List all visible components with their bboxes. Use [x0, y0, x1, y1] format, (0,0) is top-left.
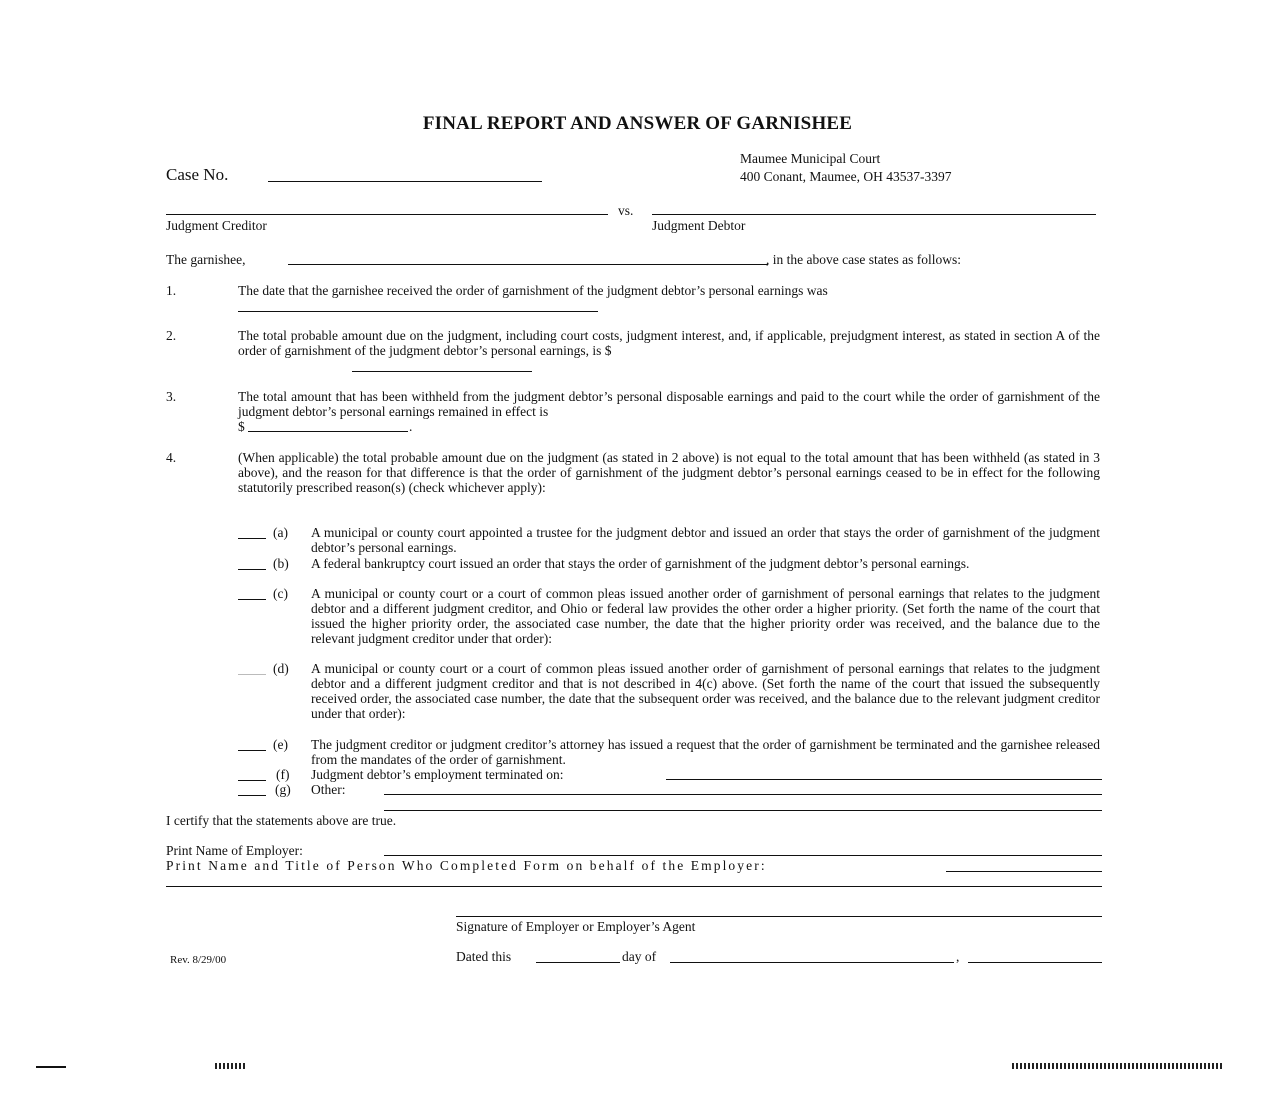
option-text: Other:: [311, 782, 346, 797]
signature-label: Signature of Employer or Employer’s Agent: [456, 919, 696, 934]
option-letter: (a): [273, 525, 288, 540]
dated-month-field[interactable]: [670, 962, 954, 963]
scan-artifact: [1012, 1063, 1224, 1069]
judgment-debtor-label: Judgment Debtor: [652, 218, 746, 233]
item-text: (When applicable) the total probable amount due on the judgment (as stated in 2 above) is not equal to the total amount that has been withheld (as stated in 3 above), and the reason for that difference is that the order of garnishment of the judgment debtor’s personal earnings ceased to be in effect for the following statutorily prescribed reason(s) (check whichever apply):: [238, 450, 1100, 495]
intro-prefix: The garnishee,: [166, 252, 246, 267]
checkbox-c[interactable]: [238, 599, 266, 600]
judgment-creditor-field[interactable]: [166, 214, 608, 215]
option-text: A municipal or county court or a court of common pleas issued another order of garnishment of personal earnings that relates to the judgment debtor and a different judgment creditor, and Ohio or federal law provides the other order a higher priority. (Set forth the name of the court that issued the higher priority order, the associated case number, the date that the higher priority order was received, and the balance due to the relevant judgment creditor under that order):: [311, 586, 1100, 646]
scan-artifact: [36, 1066, 66, 1068]
termination-date-field[interactable]: [666, 779, 1102, 780]
checkbox-g[interactable]: [238, 795, 266, 796]
option-letter: (c): [273, 586, 288, 601]
option-text: Judgment debtor’s employment terminated on:: [311, 767, 564, 782]
checkbox-e[interactable]: [238, 750, 266, 751]
revision-date: Rev. 8/29/00: [170, 954, 227, 966]
option-text: The judgment creditor or judgment creditor’s attorney has issued a request that the order of garnishment be terminated and the garnishee released from the mandates of the order of garnishment.: [311, 737, 1100, 767]
print-person-label: Print Name and Title of Person Who Completed Form on behalf of the Employer:: [166, 858, 767, 873]
person-name-field[interactable]: [946, 871, 1102, 872]
option-letter: (f): [276, 767, 290, 782]
other-reason-field[interactable]: [384, 794, 1102, 795]
certify-statement: I certify that the statements above are true.: [166, 813, 397, 828]
vs-label: vs.: [618, 203, 634, 218]
option-text: A municipal or county court appointed a trustee for the judgment debtor and issued an order that stays the order of garnishment of the judgment debtor’s personal earnings.: [311, 525, 1100, 555]
item-text: The date that the garnishee received the order of garnishment of the judgment debtor’s personal earnings was: [238, 283, 828, 298]
other-reason-field-2[interactable]: [384, 810, 1102, 811]
document-title: FINAL REPORT AND ANSWER OF GARNISHEE: [422, 113, 853, 134]
dated-day-label: day of: [622, 949, 657, 964]
dated-day-field[interactable]: [536, 962, 620, 963]
court-address: 400 Conant, Maumee, OH 43537-3397: [740, 169, 952, 184]
item-number: 1.: [166, 283, 177, 298]
item-number: 3.: [166, 389, 177, 404]
item-text: The total amount that has been withheld from the judgment debtor’s personal disposable earnings and paid to the court while the order of garnishment of the judgment debtor’s personal earnings remained in effect is: [238, 389, 1100, 419]
intro-suffix: , in the above case states as follows:: [766, 252, 961, 267]
judgment-debtor-field[interactable]: [652, 214, 1096, 215]
checkbox-f[interactable]: [238, 780, 266, 781]
dated-year-field[interactable]: [968, 962, 1102, 963]
option-text: A municipal or county court or a court of common pleas issued another order of garnishment of personal earnings that relates to the judgment debtor and a different judgment creditor and that is not described in 4(c) above. (Set forth the name of the court that issued the subsequently received order, the associated case number, the date that the subsequent order was received, and the balance due to the relevant judgment creditor under that order):: [311, 661, 1100, 721]
signature-field[interactable]: [456, 916, 1102, 917]
court-name: Maumee Municipal Court: [740, 151, 881, 166]
option-letter: (d): [273, 661, 289, 676]
option-letter: (g): [275, 782, 291, 797]
print-employer-label: Print Name of Employer:: [166, 843, 303, 858]
garnishee-name-field[interactable]: [288, 264, 768, 265]
probable-amount-field[interactable]: [352, 371, 532, 372]
checkbox-a[interactable]: [238, 538, 266, 539]
dated-prefix: Dated this: [456, 949, 512, 964]
checkbox-d[interactable]: [238, 674, 266, 675]
item-number: 2.: [166, 328, 177, 343]
option-text: A federal bankruptcy court issued an order that stays the order of garnishment of the judgment debtor’s personal earnings.: [311, 556, 970, 571]
scan-artifact: [215, 1063, 247, 1069]
checkbox-b[interactable]: [238, 569, 266, 570]
option-letter: (b): [273, 556, 289, 571]
case-no-field[interactable]: [268, 181, 542, 182]
item-text: The total probable amount due on the judgment, including court costs, judgment interest, and, if applicable, prejudgment interest, as stated in section A of the order of garnishment of the judgment debtor’s personal earnings, is $: [238, 328, 1100, 358]
dated-comma: ,: [956, 949, 960, 964]
employer-name-field[interactable]: [384, 855, 1102, 856]
withheld-amount-field[interactable]: [248, 431, 408, 432]
option-letter: (e): [273, 737, 288, 752]
person-title-field[interactable]: [166, 886, 1102, 887]
received-date-field[interactable]: [238, 311, 598, 312]
item-number: 4.: [166, 450, 177, 465]
judgment-creditor-label: Judgment Creditor: [166, 218, 267, 233]
case-no-label: Case No.: [166, 165, 229, 184]
dollar-sign: $: [238, 419, 245, 434]
